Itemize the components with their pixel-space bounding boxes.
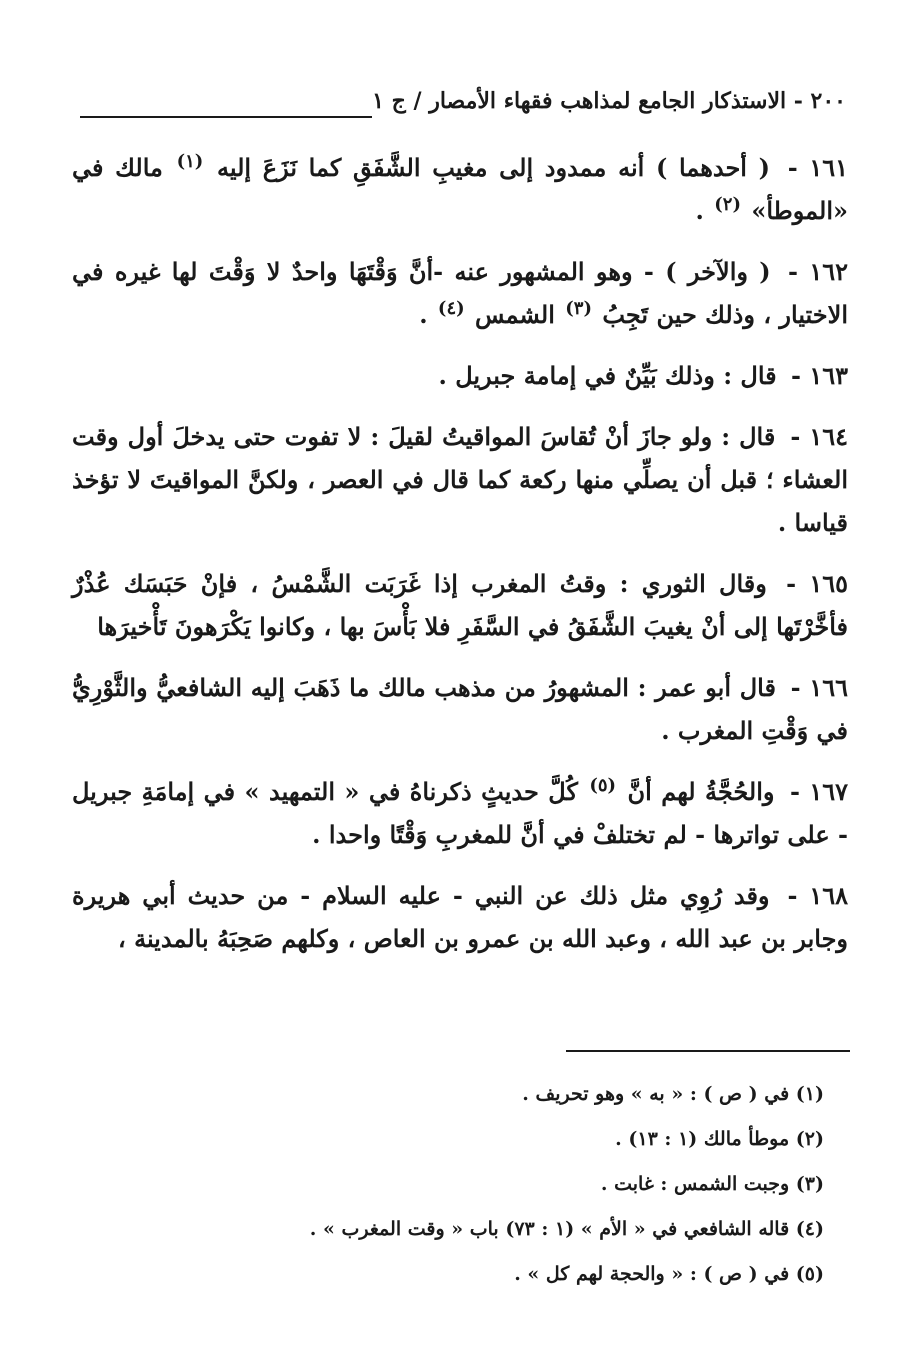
footnotes bbox=[124, 1072, 824, 1297]
footnote-2: (٢) موطأ مالك (١ : ١٣) . bbox=[615, 1128, 824, 1150]
footnote-5: (٥) في ( ص ) : « والحجة لهم كل » . bbox=[514, 1263, 824, 1285]
footnote-rule bbox=[566, 1050, 850, 1052]
paragraph-number: ١٦٥ - bbox=[786, 569, 849, 598]
paragraph-number: ١٦٧ - bbox=[789, 777, 849, 806]
paragraph-text: قال : ولو جازَ أنْ تُقاسَ المواقيتُ لقيلَ : لا تفوت حتى يدخلَ أول وقت العشاء ؛ قبل أن يصلِّي منها ركعة كما قال في العصر ، ولكنَّ المواقيتَ لا تؤخذ قياسا . bbox=[72, 422, 848, 537]
paragraph-number: ١٦٦ - bbox=[790, 673, 848, 702]
header-rule bbox=[80, 116, 372, 118]
paragraph-text: ( والآخر ) - وهو المشهور عنه -أنَّ وَقْتَهَا واحدٌ لا وَقْتَ لها غيره في الاختيار ، وذلك حين تَجِبُ bbox=[72, 257, 848, 329]
paragraph-162 bbox=[72, 250, 848, 336]
paragraph-165 bbox=[72, 562, 848, 648]
paragraph-text: قال : وذلك بَيِّنٌ في إمامة جبريل . bbox=[438, 361, 777, 390]
paragraph-text: الشمس bbox=[475, 300, 555, 329]
paragraph-161 bbox=[72, 146, 848, 232]
paragraph-text: وقال الثوري : وقتُ المغرب إذا غَرَبَت الشَّمْسُ ، فإنْ حَبَسَك عُذْرٌ فأخَّرْتَها إلى أنْ يغيبَ الشَّفَقُ في السَّفَرِ فلا بَأْسَ بها ، وكانوا يَكْرَهونَ تَأْخيرَها bbox=[72, 569, 848, 641]
paragraph-text: وقد رُوِي مثل ذلك عن النبي - عليه السلام - من حديث أبي هريرة وجابر بن عبد الله ، وعبد الله بن عمرو بن العاص ، وكلهم صَحِبَهُ بالمدينة ، bbox=[72, 881, 848, 953]
footnote-3: (٣) وجبت الشمس : غابت . bbox=[600, 1173, 824, 1195]
main-text bbox=[72, 146, 848, 978]
paragraph-166 bbox=[72, 666, 848, 752]
paragraph-text: كُلَّ حديثٍ ذكرناهُ في « التمهيد » في إمامَةِ جبريل - على تواترها - لم تختلفْ في أنَّ للمغربِ وَقْتًا واحدا . bbox=[72, 777, 848, 849]
paragraph-number: ١٦٤ - bbox=[790, 422, 848, 451]
paragraph-number: ١٦٨ - bbox=[787, 881, 848, 910]
paragraph-number: ١٦٣ - bbox=[791, 361, 848, 390]
running-header: ٢٠٠ - الاستذكار الجامع لمذاهب فقهاء الأمصار / ج ١ bbox=[372, 88, 846, 114]
paragraph-168 bbox=[72, 874, 848, 960]
paragraph-167 bbox=[72, 770, 848, 856]
footnote-4: (٤) قاله الشافعي في « الأم » (١ : ٧٣) باب « وقت المغرب » . bbox=[309, 1218, 824, 1240]
paragraph-text: . bbox=[419, 300, 428, 329]
paragraph-text: قال أبو عمر : المشهورُ من مذهب مالك ما ذَهَبَ إليه الشافعيُّ والثَّوْرِيُّ في وَقْتِ المغرب . bbox=[72, 673, 848, 745]
paragraph-text: مالك في «الموطأ» bbox=[72, 153, 848, 225]
footnote-ref[interactable]: (٢) bbox=[714, 194, 741, 215]
footnote-ref[interactable]: (٤) bbox=[437, 298, 465, 319]
footnote-1: (١) في ( ص ) : « به » وهو تحريف . bbox=[522, 1083, 824, 1105]
paragraph-text: ( أحدهما ) أنه ممدود إلى مغيبِ الشَّفَقِ كما نَزَعَ إليه bbox=[216, 153, 770, 182]
paragraph-number: ١٦٢ - bbox=[788, 257, 848, 286]
paragraph-text: والحُجَّةُ لهم أنَّ bbox=[627, 777, 775, 806]
footnote-ref[interactable]: (٣) bbox=[565, 298, 592, 319]
paragraph-text: . bbox=[695, 196, 704, 225]
paragraph-163 bbox=[72, 354, 848, 397]
footnote-ref[interactable]: (١) bbox=[176, 151, 204, 172]
footnote-ref[interactable]: (٥) bbox=[589, 775, 617, 796]
paragraph-number: ١٦١ - bbox=[787, 153, 849, 182]
paragraph-164 bbox=[72, 415, 848, 544]
